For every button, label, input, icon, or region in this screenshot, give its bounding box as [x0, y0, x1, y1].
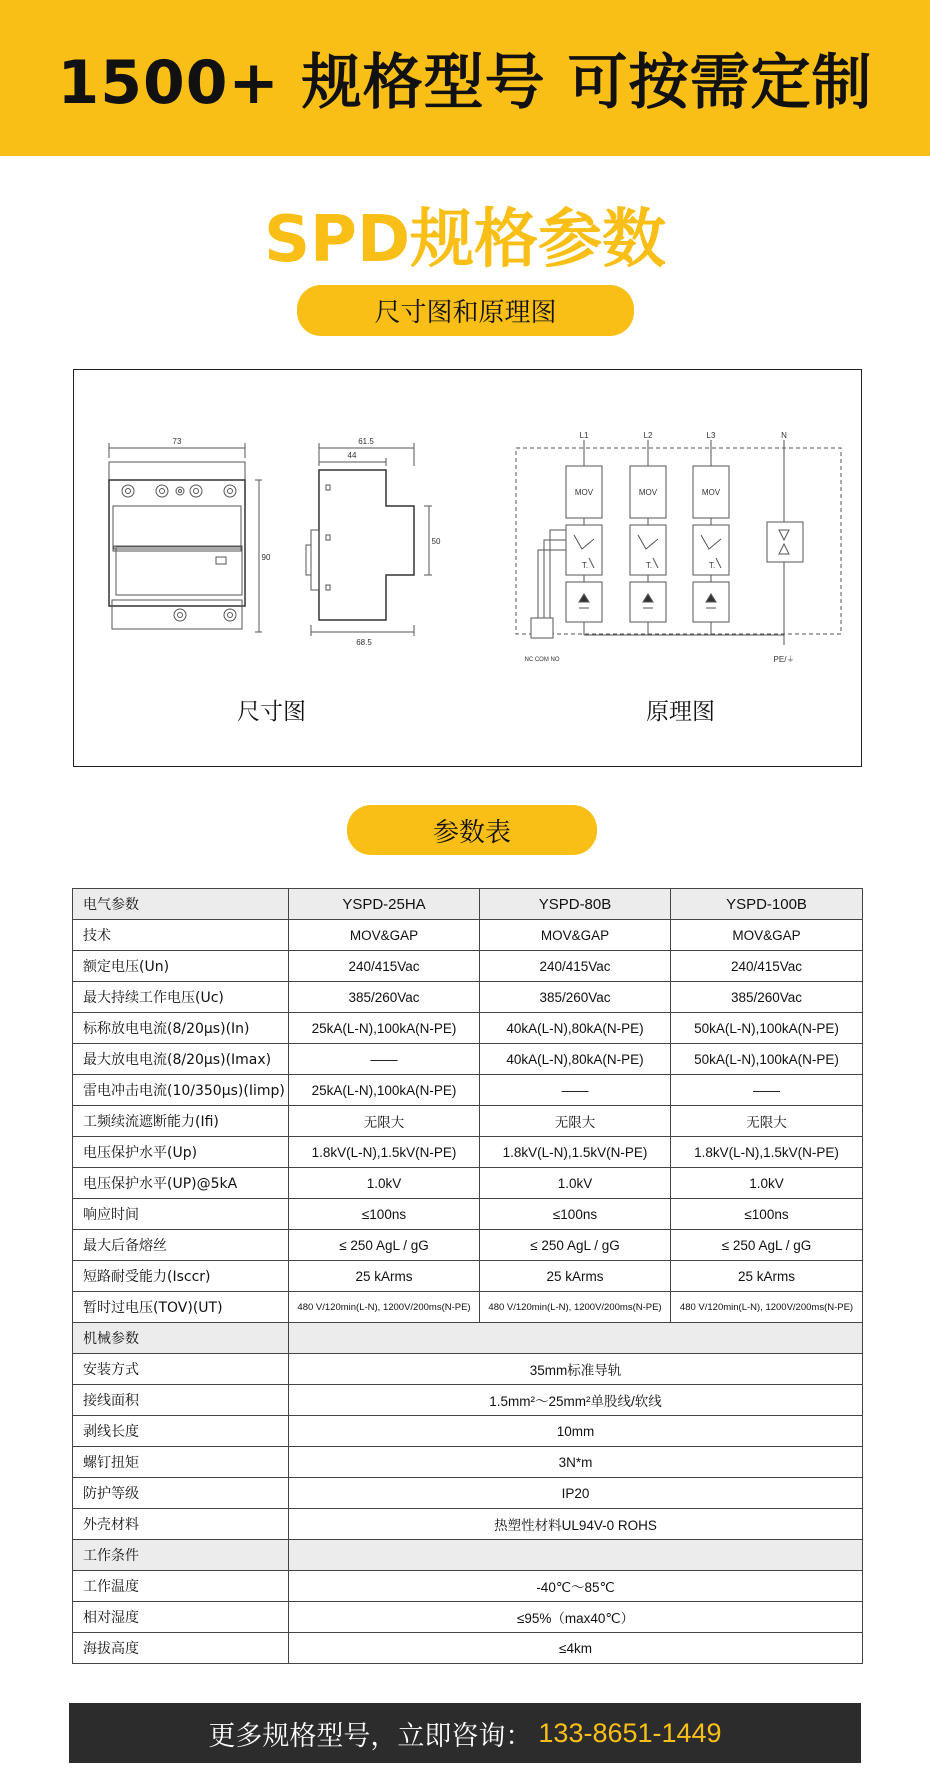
param-value-cell: 1.8kV(L-N),1.5kV(N-PE): [289, 1137, 480, 1168]
param-name-cell: 技术: [73, 920, 289, 951]
param-value-cell: ≤ 250 AgL / gG: [480, 1230, 671, 1261]
param-value-cell: MOV&GAP: [480, 920, 671, 951]
param-name-cell: 电压保护水平(Up): [73, 1137, 289, 1168]
param-value-cell: ≤ 250 AgL / gG: [671, 1230, 863, 1261]
contact-bar: [69, 1703, 861, 1763]
dimension-diagram-pill: 尺寸图和原理图: [297, 285, 634, 336]
header-cell-model: YSPD-100B: [671, 889, 863, 920]
label-n: N: [781, 431, 787, 440]
work-section-header: [73, 1540, 863, 1571]
param-value-cell: 25 kArms: [289, 1261, 480, 1292]
param-value-cell: 240/415Vac: [480, 951, 671, 982]
param-value-cell: 1.8kV(L-N),1.5kV(N-PE): [480, 1137, 671, 1168]
param-name-cell: 相对湿度: [73, 1602, 289, 1633]
label-t-2: T.: [645, 561, 653, 570]
param-value-cell: 无限大: [671, 1106, 863, 1137]
param-name-cell: 短路耐受能力(Isccr): [73, 1261, 289, 1292]
table-row: [73, 1137, 863, 1168]
table-row: [73, 1354, 863, 1385]
param-value-cell: 无限大: [289, 1106, 480, 1137]
param-name-cell: 接线面积: [73, 1385, 289, 1416]
diagram-box: [73, 369, 862, 767]
param-value-cell: 240/415Vac: [289, 951, 480, 982]
table-header-row: [73, 889, 863, 920]
param-value-cell: 1.5mm²～25mm²单股线/软线: [289, 1385, 863, 1416]
param-value-cell: 40kA(L-N),80kA(N-PE): [480, 1013, 671, 1044]
caption-dimension-drawing: 尺寸图: [237, 699, 306, 725]
param-value-cell: ≤4km: [289, 1633, 863, 1664]
param-value-cell: 热塑性材料UL94V-0 ROHS: [289, 1509, 863, 1540]
param-value-cell: MOV&GAP: [671, 920, 863, 951]
param-name-cell: 防护等级: [73, 1478, 289, 1509]
param-value-cell: 480 V/120min(L-N), 1200V/200ms(N-PE): [671, 1292, 863, 1323]
schematic-drawing: [516, 440, 841, 645]
param-value-cell: 25kA(L-N),100kA(N-PE): [289, 1013, 480, 1044]
empty-cell: [289, 1323, 863, 1354]
param-value-cell: 25 kArms: [671, 1261, 863, 1292]
table-row: [73, 1230, 863, 1261]
param-name-cell: 工频续流遮断能力(Ifi): [73, 1106, 289, 1137]
parameter-table-pill: 参数表: [347, 805, 597, 855]
table-row: [73, 1075, 863, 1106]
param-value-cell: 50kA(L-N),100kA(N-PE): [671, 1013, 863, 1044]
table-row: [73, 1447, 863, 1478]
label-l1: L1: [579, 431, 589, 440]
param-name-cell: 最大后备熔丝: [73, 1230, 289, 1261]
param-name-cell: 剥线长度: [73, 1416, 289, 1447]
param-value-cell: 1.0kV: [671, 1168, 863, 1199]
label-l3: L3: [706, 431, 716, 440]
table-row: [73, 951, 863, 982]
param-name-cell: 工作温度: [73, 1571, 289, 1602]
table-row: [73, 1013, 863, 1044]
table-row: [73, 1509, 863, 1540]
dim-73: 73: [172, 437, 182, 446]
param-value-cell: 25kA(L-N),100kA(N-PE): [289, 1075, 480, 1106]
param-value-cell: 35mm标准导轨: [289, 1354, 863, 1385]
param-value-cell: ≤100ns: [480, 1199, 671, 1230]
table-row: [73, 1261, 863, 1292]
param-name-cell: 电压保护水平(UP)@5kA: [73, 1168, 289, 1199]
param-value-cell: 40kA(L-N),80kA(N-PE): [480, 1044, 671, 1075]
param-value-cell: ≤100ns: [289, 1199, 480, 1230]
side-view-drawing: [306, 443, 432, 636]
param-value-cell: ≤ 250 AgL / gG: [289, 1230, 480, 1261]
label-l2: L2: [643, 431, 653, 440]
work-section-title: 工作条件: [73, 1540, 289, 1571]
label-nc-com-no: NC COM NO: [524, 657, 560, 663]
param-value-cell: 3N*m: [289, 1447, 863, 1478]
table-row: [73, 1292, 863, 1323]
contact-text: 更多规格型号，立即咨询：: [208, 1720, 533, 1752]
param-value-cell: ≤100ns: [671, 1199, 863, 1230]
param-value-cell: ——: [671, 1075, 863, 1106]
param-name-cell: 外壳材料: [73, 1509, 289, 1540]
table-row: [73, 1385, 863, 1416]
mech-section-title: 机械参数: [73, 1323, 289, 1354]
param-value-cell: 385/260Vac: [671, 982, 863, 1013]
param-value-cell: 1.0kV: [480, 1168, 671, 1199]
label-mov-3: MOV: [701, 488, 721, 497]
param-value-cell: MOV&GAP: [289, 920, 480, 951]
dim-44: 44: [347, 451, 357, 460]
param-value-cell: 480 V/120min(L-N), 1200V/200ms(N-PE): [289, 1292, 480, 1323]
param-value-cell: ≤95%（max40℃）: [289, 1602, 863, 1633]
param-value-cell: ——: [289, 1044, 480, 1075]
param-name-cell: 最大放电电流(8/20µs)(Imax): [73, 1044, 289, 1075]
dim-90: 90: [261, 553, 271, 562]
param-value-cell: 无限大: [480, 1106, 671, 1137]
label-pe: PE/⏚: [773, 655, 795, 664]
top-banner: [0, 0, 930, 156]
label-t-1: T.: [581, 561, 589, 570]
header-cell-model: YSPD-80B: [480, 889, 671, 920]
param-value-cell: 50kA(L-N),100kA(N-PE): [671, 1044, 863, 1075]
param-name-cell: 安装方式: [73, 1354, 289, 1385]
section-title: SPD规格参数: [263, 203, 667, 277]
param-value-cell: 240/415Vac: [671, 951, 863, 982]
label-mov-1: MOV: [574, 488, 594, 497]
param-value-cell: 480 V/120min(L-N), 1200V/200ms(N-PE): [480, 1292, 671, 1323]
param-name-cell: 额定电压(Un): [73, 951, 289, 982]
label-mov-2: MOV: [638, 488, 658, 497]
param-value-cell: 385/260Vac: [480, 982, 671, 1013]
param-value-cell: 25 kArms: [480, 1261, 671, 1292]
param-name-cell: 雷电冲击电流(10/350µs)(Iimp): [73, 1075, 289, 1106]
param-value-cell: 1.8kV(L-N),1.5kV(N-PE): [671, 1137, 863, 1168]
param-name-cell: 标称放电电流(8/20µs)(In): [73, 1013, 289, 1044]
param-name-cell: 海拔高度: [73, 1633, 289, 1664]
table-row: [73, 1168, 863, 1199]
table-row: [73, 1416, 863, 1447]
table-row: [73, 920, 863, 951]
param-value-cell: IP20: [289, 1478, 863, 1509]
empty-cell: [289, 1540, 863, 1571]
param-value-cell: 385/260Vac: [289, 982, 480, 1013]
table-row: [73, 1571, 863, 1602]
contact-phone[interactable]: 133-8651-1449: [538, 1717, 722, 1748]
dim-50: 50: [431, 537, 441, 546]
mech-section-header: [73, 1323, 863, 1354]
table-row: [73, 1602, 863, 1633]
banner-title: 1500+ 规格型号 可按需定制: [57, 48, 873, 118]
label-t-3: T.: [708, 561, 716, 570]
dim-61-5: 61.5: [358, 437, 374, 446]
param-value-cell: 1.0kV: [289, 1168, 480, 1199]
spec-table: [72, 888, 863, 1664]
front-view-drawing: [109, 443, 262, 632]
param-name-cell: 最大持续工作电压(Uc): [73, 982, 289, 1013]
param-name-cell: 响应时间: [73, 1199, 289, 1230]
param-name-cell: 螺钉扭矩: [73, 1447, 289, 1478]
table-row: [73, 1633, 863, 1664]
table-row: [73, 1106, 863, 1137]
table-row: [73, 1199, 863, 1230]
table-row: [73, 982, 863, 1013]
param-name-cell: 暂时过电压(TOV)(UT): [73, 1292, 289, 1323]
diagram-drawings: [74, 370, 863, 768]
param-value-cell: ——: [480, 1075, 671, 1106]
param-value-cell: 10mm: [289, 1416, 863, 1447]
caption-schematic: 原理图: [646, 699, 715, 725]
table-row: [73, 1478, 863, 1509]
header-cell-category: 电气参数: [73, 889, 289, 920]
param-value-cell: -40℃～85℃: [289, 1571, 863, 1602]
header-cell-model: YSPD-25HA: [289, 889, 480, 920]
dim-68-5: 68.5: [356, 638, 372, 647]
table-row: [73, 1044, 863, 1075]
